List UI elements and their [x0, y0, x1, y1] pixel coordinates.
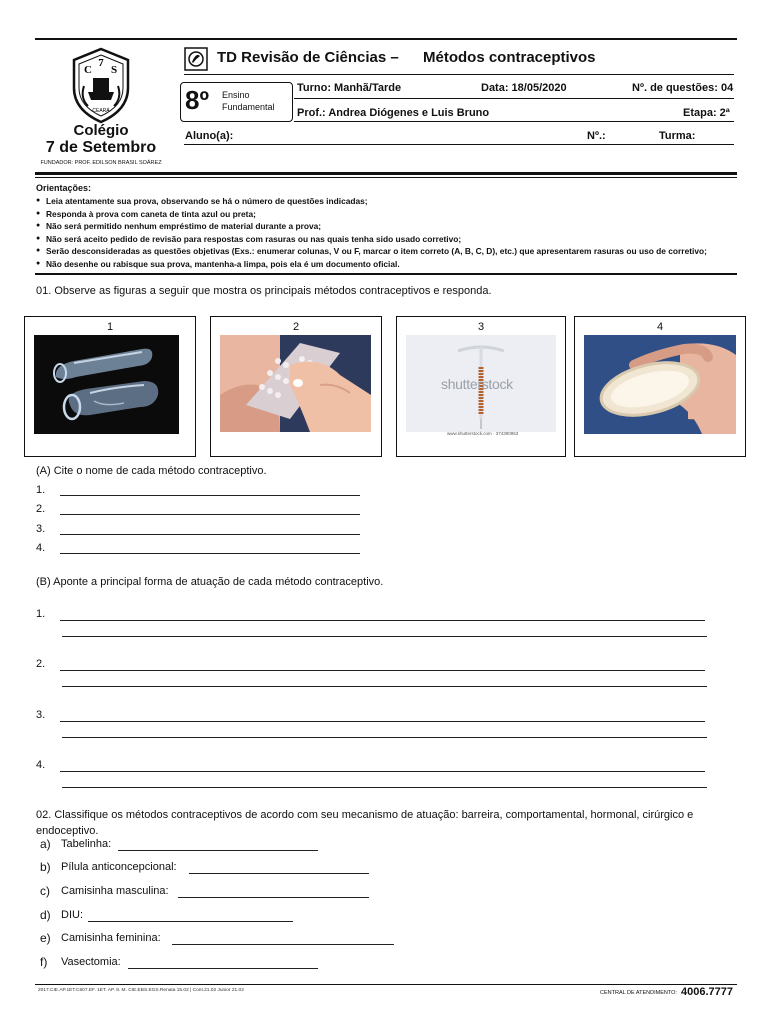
q2-item-d-letter: d)	[40, 908, 51, 922]
part-a-item-2-number: 2.	[36, 503, 46, 515]
orientacoes-title: Orientações:	[36, 183, 92, 193]
info-rule-1	[294, 98, 734, 99]
q2-item-e-label: Camisinha feminina:	[61, 932, 161, 944]
info-rule-2	[294, 121, 734, 122]
orientacao-item: ● Responda à prova com caneta de tinta azul ou preta;	[36, 208, 736, 221]
q2-item-d-answer-line[interactable]	[88, 921, 293, 922]
part-b-answer-3-line-1[interactable]	[60, 721, 705, 722]
num-questoes-label: Nº. de questões: 04	[632, 82, 734, 94]
part-b-answer-1-line-2[interactable]	[62, 636, 707, 637]
figure-1	[24, 316, 196, 457]
question-01-part-b: (B) Aponte a principal forma de atuação de cada método contraceptivo.	[36, 576, 384, 588]
q2-item-f-answer-line[interactable]	[128, 968, 318, 969]
figure-4	[574, 316, 746, 457]
q2-item-c-letter: c)	[40, 884, 50, 898]
figure-3	[396, 316, 566, 457]
aluno-rule	[184, 144, 734, 145]
part-b-item-2-number: 2.	[36, 658, 46, 670]
figure-4-number: 4	[656, 321, 664, 333]
header-top-rule	[35, 38, 737, 40]
part-b-answer-1-line-1[interactable]	[60, 620, 705, 621]
q2-item-a-label: Tabelinha:	[61, 838, 112, 850]
page-subtitle: Métodos contraceptivos	[423, 49, 596, 66]
q2-item-b-answer-line[interactable]	[189, 873, 369, 874]
figure-2-number: 2	[292, 321, 300, 333]
etapa-label: Etapa: 2ª	[683, 107, 730, 119]
q2-item-e-answer-line[interactable]	[172, 944, 394, 945]
grade-level-line1: Ensino	[222, 90, 250, 100]
question-02-text: 02. Classifique os métodos contraceptivos de acordo com seu mecanismo de atuação: barreira, comportamental, hormonal, cirúrgico e endoceptivo.	[36, 809, 694, 837]
part-b-item-1-number: 1.	[36, 608, 46, 620]
footer-rule	[35, 984, 737, 985]
title-rule	[184, 74, 734, 75]
part-a-item-1-number: 1.	[36, 484, 46, 496]
header-bottom-rule-thick	[35, 172, 737, 175]
q2-item-f-label: Vasectomia:	[61, 956, 121, 968]
q2-item-d-label: DIU:	[61, 909, 83, 921]
grade-level-line2: Fundamental	[222, 102, 275, 112]
q2-item-b-label: Pílula anticoncepcional:	[61, 861, 177, 873]
iud-watermark: shutterstock	[441, 376, 513, 392]
figure-2	[210, 316, 382, 457]
footer-central-label: CENTRAL DE ATENDIMENTO:	[600, 990, 677, 996]
part-b-answer-2-line-1[interactable]	[60, 670, 705, 671]
school-name-line1: Colégio	[73, 122, 129, 139]
part-b-answer-3-line-2[interactable]	[62, 737, 707, 738]
q2-item-c-answer-line[interactable]	[178, 897, 369, 898]
page-title: TD Revisão de Ciências –	[217, 49, 399, 66]
professores-label: Prof.: Andrea Diógenes e Luis Bruno	[297, 107, 490, 119]
part-b-answer-4-line-1[interactable]	[60, 771, 705, 772]
svg-text:C: C	[84, 64, 92, 76]
part-a-item-3-number: 3.	[36, 523, 46, 535]
grade-number: 8º	[185, 85, 209, 115]
svg-text:CEARÁ: CEARÁ	[92, 108, 110, 114]
footer-code: 2017.CIE.AP.1ET.C607.EF. 1ET. AP. 8. M. CIE.EBS.EGS.Renata 15.02 | Cont.21.02 Junior 21.02	[38, 988, 244, 993]
orientacao-item: ● Leia atentamente sua prova, observando se há o número de questões indicadas;	[36, 195, 736, 208]
orientacao-item: ● Serão desconsideradas as questões objetivas (Exs.: enumerar colunas, V ou F, marcar o item correto (A, B, C, D), etc.) que apresentarem rasuras ou uso de corretivo;	[36, 245, 736, 258]
orientacoes-list	[36, 195, 736, 271]
orientacao-item: ● Não será permitido nenhum empréstimo de material durante a prova;	[36, 220, 736, 233]
svg-text:7: 7	[98, 57, 104, 69]
part-a-answer-3-line[interactable]	[60, 534, 360, 535]
school-name-line2: 7 de Setembro	[45, 139, 157, 156]
numero-label[interactable]: Nº.:	[587, 130, 606, 142]
grade-box	[180, 82, 293, 122]
part-a-item-4-number: 4.	[36, 542, 46, 554]
orientacao-item: ● Não desenhe ou rabisque sua prova, mantenha-a limpa, pois ela é um documento oficial.	[36, 258, 736, 271]
orientacao-item: ● Não será aceito pedido de revisão para respostas com rasuras ou nas quais tenha sido usado corretivo;	[36, 233, 736, 246]
q2-item-c-label: Camisinha masculina:	[61, 885, 169, 897]
part-b-answer-4-line-2[interactable]	[62, 787, 707, 788]
footer-central-number: 4006.7777	[681, 986, 733, 998]
svg-text:S: S	[110, 64, 118, 76]
part-b-item-3-number: 3.	[36, 709, 46, 721]
part-b-item-4-number: 4.	[36, 759, 46, 771]
q2-item-e-letter: e)	[40, 931, 51, 945]
question-01-text: 01. Observe as figuras a seguir que mostra os principais métodos contraceptivos e responda.	[36, 285, 492, 297]
part-a-answer-4-line[interactable]	[60, 553, 360, 554]
part-a-answer-1-line[interactable]	[60, 495, 360, 496]
orientacoes-bottom-rule	[35, 273, 737, 275]
question-01-part-a: (A) Cite o nome de cada método contraceptivo.	[36, 465, 267, 477]
school-seal-icon	[66, 46, 136, 126]
worksheet-emblem-icon	[184, 47, 208, 71]
turma-label[interactable]: Turma:	[659, 130, 696, 142]
part-b-answer-2-line-2[interactable]	[62, 686, 707, 687]
turno-label: Turno: Manhã/Tarde	[297, 82, 402, 94]
header-bottom-rule-thin	[35, 177, 737, 178]
figure-3-number: 3	[477, 321, 485, 333]
q2-item-b-letter: b)	[40, 860, 51, 874]
diaphragm-photo-icon	[584, 335, 736, 434]
iud-caption: www.shutterstock.com · 374390953	[447, 431, 519, 436]
figure-1-number: 1	[106, 321, 114, 333]
condom-photo-icon	[34, 335, 179, 434]
q2-item-f-letter: f)	[40, 955, 48, 969]
data-label: Data: 18/05/2020	[481, 82, 567, 94]
part-a-answer-2-line[interactable]	[60, 514, 360, 515]
q2-item-a-answer-line[interactable]	[118, 850, 318, 851]
pill-pack-photo-icon	[220, 335, 371, 432]
school-logo	[36, 44, 166, 170]
school-founder: FUNDADOR: PROF. EDILSON BRASIL SOÁREZ	[40, 160, 162, 166]
aluno-label[interactable]: Aluno(a):	[185, 130, 234, 142]
q2-item-a-letter: a)	[40, 837, 51, 851]
